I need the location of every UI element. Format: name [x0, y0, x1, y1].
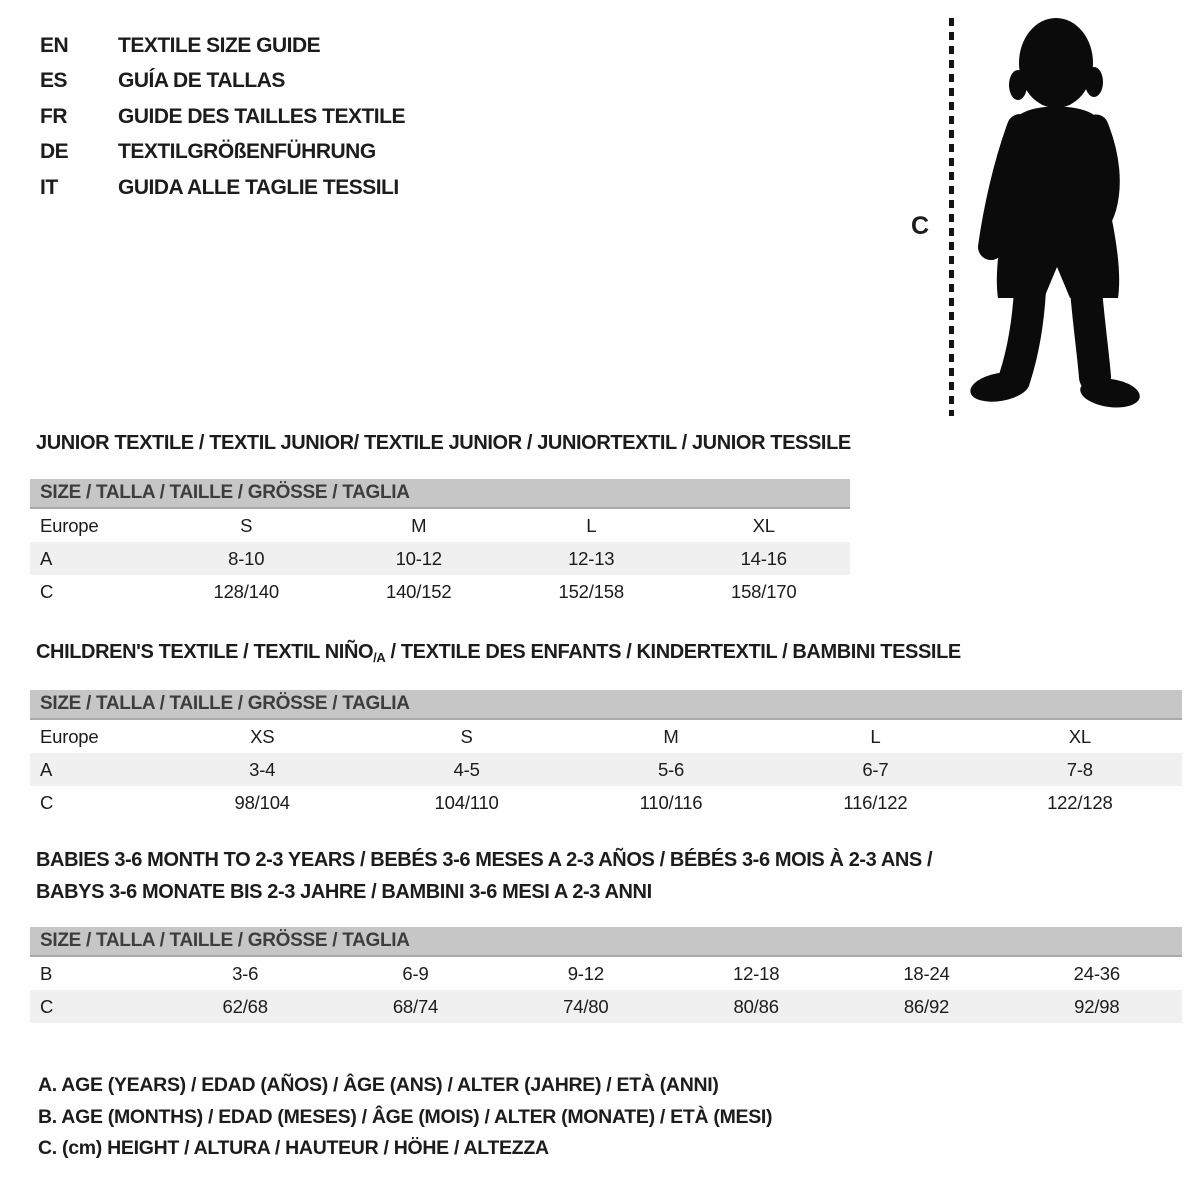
cell-value: 80/86 [733, 995, 779, 1017]
cell-value: XL [1068, 725, 1091, 747]
language-row [40, 170, 405, 206]
cell-value: 12-13 [568, 547, 615, 569]
row-label: A [40, 758, 53, 780]
cell-value: S [460, 725, 473, 747]
section-title-babies [36, 845, 932, 908]
cell-value: XS [250, 725, 275, 747]
guide-title: TEXTILGRÖßENFÜHRUNG [118, 140, 376, 164]
cell-value: 9-12 [567, 962, 604, 984]
language-title-block [40, 28, 405, 206]
cell-value: 62/68 [222, 995, 268, 1017]
cell-value: 6-9 [402, 962, 429, 984]
cell-value: 152/158 [558, 580, 624, 602]
language-code: IT [40, 175, 58, 199]
section-title-part: /A [373, 650, 386, 665]
size-header-bar: SIZE / TALLA / TAILLE / GRÖSSE / TAGLIA [30, 690, 1182, 720]
cell-value: 3-6 [232, 962, 259, 984]
row-label: Europe [40, 514, 99, 536]
cell-value: 3-4 [249, 758, 276, 780]
cell-value: 18-24 [903, 962, 950, 984]
language-code: EN [40, 33, 69, 57]
cell-value: 4-5 [453, 758, 480, 780]
row-label: Europe [40, 725, 99, 747]
row-label: C [40, 791, 54, 813]
cell-value: 7-8 [1066, 758, 1093, 780]
cell-value: 14-16 [740, 547, 787, 569]
cell-value: XL [752, 514, 775, 536]
cell-value: 140/152 [386, 580, 452, 602]
table-row [30, 575, 850, 608]
language-code: ES [40, 69, 68, 93]
size-header-bar: SIZE / TALLA / TAILLE / GRÖSSE / TAGLIA [30, 927, 1182, 957]
cell-value: 92/98 [1074, 995, 1120, 1017]
language-code: FR [40, 104, 67, 128]
table-row [30, 509, 850, 542]
section-title-junior: JUNIOR TEXTILE / TEXTIL JUNIOR/ TEXTILE JUNIOR / JUNIORTEXTIL / JUNIOR TESSILE [36, 432, 851, 454]
legend-line: C. (cm) HEIGHT / ALTURA / HAUTEUR / HÖHE / ALTEZZA [38, 1137, 549, 1159]
cell-value: 8-10 [228, 547, 265, 569]
cell-value: 6-7 [862, 758, 889, 780]
section-title-line: BABIES 3-6 MONTH TO 2-3 YEARS / BEBÉS 3-6 MESES A 2-3 AÑOS / BÉBÉS 3-6 MOIS À 2-3 ANS / [36, 849, 933, 871]
cell-value: 98/104 [234, 791, 290, 813]
cell-value: L [586, 514, 597, 536]
height-measure-dashed-line [949, 18, 954, 416]
table-row [30, 753, 1182, 786]
guide-title: GUÍA DE TALLAS [118, 69, 285, 93]
cell-value: 68/74 [392, 995, 439, 1017]
cell-value: M [411, 514, 427, 536]
table-row [30, 720, 1182, 753]
language-row [40, 135, 405, 171]
cell-value: 122/128 [1047, 791, 1113, 813]
cell-value: 12-18 [732, 962, 780, 984]
cell-value: 10-12 [395, 547, 442, 569]
section-title-part: CHILDREN'S TEXTILE / TEXTIL NIÑO [36, 641, 374, 663]
cell-value: S [240, 514, 253, 536]
babies-size-table [30, 927, 1182, 1023]
legend [38, 1070, 772, 1165]
row-label: B [40, 962, 53, 984]
toddler-silhouette-icon [958, 15, 1158, 415]
legend-line: B. AGE (MONTHS) / EDAD (MESES) / ÂGE (MOIS) / ALTER (MONATE) / ETÀ (MESI) [38, 1105, 773, 1128]
table-row [30, 990, 1182, 1023]
cell-value: 116/122 [843, 791, 908, 813]
cell-value: 24-36 [1073, 962, 1120, 984]
section-title-line: BABYS 3-6 MONATE BIS 2-3 JAHRE / BAMBINI 3-6 MESI A 2-3 ANNI [36, 880, 652, 903]
row-label: A [40, 547, 53, 569]
row-label: C [40, 995, 54, 1017]
legend-line: A. AGE (YEARS) / EDAD (AÑOS) / ÂGE (ANS) / ALTER (JAHRE) / ETÀ (ANNI) [38, 1074, 719, 1096]
language-row [40, 64, 405, 100]
guide-title: GUIDA ALLE TAGLIE TESSILI [118, 175, 399, 199]
language-row [40, 28, 405, 64]
cell-value: 110/116 [639, 791, 703, 813]
junior-size-table [30, 479, 850, 608]
cell-value: M [663, 725, 679, 747]
guide-title: GUIDE DES TAILLES TEXTILE [118, 104, 405, 128]
cell-value: 128/140 [213, 580, 279, 602]
section-title-part: / TEXTILE DES ENFANTS / KINDERTEXTIL / BAMBINI TESSILE [385, 641, 961, 663]
section-title-children [36, 641, 961, 664]
table-row [30, 957, 1182, 990]
language-code: DE [40, 140, 69, 164]
cell-value: 74/80 [563, 995, 609, 1017]
height-measure-label: C [911, 212, 930, 240]
row-label: C [40, 580, 54, 602]
cell-value: L [870, 725, 881, 747]
cell-value: 104/110 [434, 791, 499, 813]
cell-value: 86/92 [903, 995, 950, 1017]
language-row [40, 99, 405, 135]
table-row [30, 542, 850, 575]
table-row [30, 786, 1182, 819]
size-header-bar: SIZE / TALLA / TAILLE / GRÖSSE / TAGLIA [30, 479, 850, 509]
cell-value: 5-6 [657, 758, 685, 780]
guide-title: TEXTILE SIZE GUIDE [118, 33, 321, 57]
cell-value: 158/170 [731, 580, 797, 602]
children-size-table [30, 690, 1182, 819]
